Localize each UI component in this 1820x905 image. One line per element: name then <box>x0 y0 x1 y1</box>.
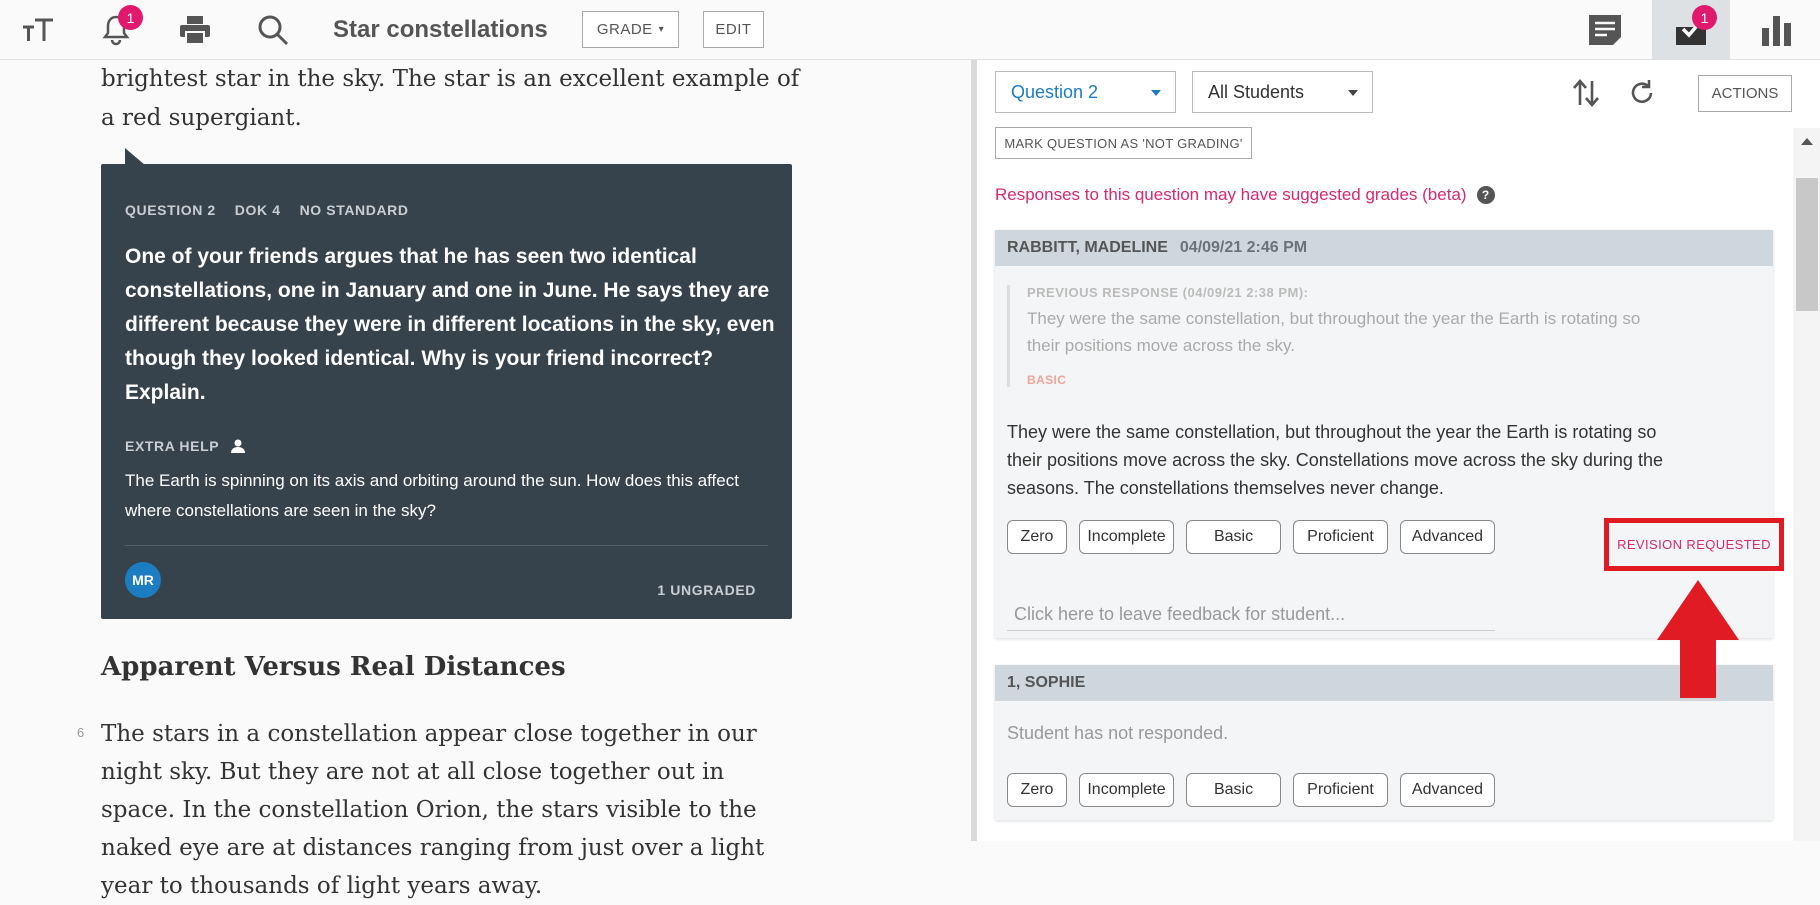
grading-panel <box>977 60 1820 841</box>
mark-not-grading-button[interactable]: MARK QUESTION AS 'NOT GRADING' <box>995 127 1252 159</box>
grade-proficient-button[interactable]: Proficient <box>1293 520 1388 554</box>
question-meta <box>125 202 409 218</box>
student-select[interactable] <box>1192 71 1373 113</box>
question-number: QUESTION 2 <box>125 202 216 218</box>
beta-notice <box>995 185 1495 205</box>
grade-buttons <box>1007 520 1495 554</box>
grading-badge: 1 <box>1692 5 1717 30</box>
body-paragraph: The stars in a constellation appear close together in our night sky. But they are not at all close together out in space. In the constellation Orion, the stars visible to the naked eye are at distances ranging from just over a light year to thousands of light years away. <box>101 721 765 899</box>
top-toolbar <box>0 0 1820 60</box>
no-response-text: Student has not responded. <box>1007 723 1229 743</box>
grade-label: GRADE <box>596 21 653 38</box>
student-name: 1, SOPHIE <box>1007 674 1086 691</box>
notification-badge: 1 <box>118 5 143 30</box>
dok-level: DOK 4 <box>234 202 281 218</box>
extra-help-label: EXTRA HELP <box>125 438 220 454</box>
grade-zero-button[interactable]: Zero <box>1007 520 1067 554</box>
ungraded-count[interactable]: 1 UNGRADED <box>657 582 756 598</box>
question-select[interactable] <box>995 71 1176 113</box>
grade-buttons <box>1007 773 1495 807</box>
previous-response <box>1007 285 1647 387</box>
response-header <box>995 230 1773 266</box>
chevron-down-icon <box>1348 90 1358 96</box>
refresh-icon[interactable] <box>1627 78 1657 113</box>
grading-button[interactable] <box>1652 0 1730 60</box>
response-card <box>995 230 1773 638</box>
grade-proficient-button[interactable]: Proficient <box>1293 773 1388 807</box>
card-divider <box>125 545 768 546</box>
student-name: RABBITT, MADELINE <box>1007 239 1168 256</box>
paragraph-number: 6 <box>77 725 85 740</box>
chevron-down-icon: ▾ <box>658 24 665 35</box>
reports-icon <box>1761 14 1793 46</box>
grade-incomplete-button[interactable]: Incomplete <box>1079 773 1174 807</box>
notes-icon <box>1587 13 1623 47</box>
chevron-down-icon <box>1151 90 1161 96</box>
previous-response-label: PREVIOUS RESPONSE (04/09/21 2:38 PM): <box>1027 285 1309 300</box>
grade-incomplete-button[interactable]: Incomplete <box>1079 520 1174 554</box>
grade-basic-button[interactable]: Basic <box>1186 520 1281 554</box>
question-select-value: Question 2 <box>1011 81 1099 102</box>
avatar[interactable]: MR <box>125 562 161 598</box>
notifications-button[interactable] <box>96 0 136 60</box>
grade-dropdown[interactable] <box>582 11 679 48</box>
standard-label: NO STANDARD <box>299 202 409 218</box>
grade-zero-button[interactable]: Zero <box>1007 773 1067 807</box>
text-size-icon[interactable] <box>18 0 58 60</box>
previous-grade: BASIC <box>1027 373 1067 387</box>
revision-requested-button[interactable]: REVISION REQUESTED <box>1604 518 1784 571</box>
grade-advanced-button[interactable]: Advanced <box>1400 773 1495 807</box>
notes-button[interactable] <box>1566 0 1644 60</box>
annotation-arrow-icon <box>1655 578 1741 698</box>
card-notch <box>125 148 145 165</box>
grade-advanced-button[interactable]: Advanced <box>1400 520 1495 554</box>
edit-button[interactable]: EDIT <box>703 11 764 48</box>
extra-help-text: The Earth is spinning on its axis and orbiting around the sun. How does this affect where constellations are seen in the sky? <box>125 471 739 520</box>
actions-button[interactable]: ACTIONS <box>1698 75 1792 112</box>
reports-button[interactable] <box>1738 0 1816 60</box>
intro-paragraph: brightest star in the sky. The star is an excellent example of a red supergiant. <box>101 66 800 131</box>
previous-response-text: They were the same constellation, but throughout the year the Earth is rotating so their positions move across the sky. <box>1027 309 1641 355</box>
section-heading: Apparent Versus Real Distances <box>101 652 566 682</box>
beta-notice-text: Responses to this question may have suggested grades (beta) <box>995 185 1467 204</box>
feedback-input[interactable]: Click here to leave feedback for student... <box>1007 598 1495 631</box>
help-icon[interactable]: ? <box>1477 186 1495 204</box>
sort-icon[interactable] <box>1571 78 1601 113</box>
scrollbar-thumb[interactable] <box>1796 178 1818 311</box>
response-text: They were the same constellation, but throughout the year the Earth is rotating so their positions move across the sky. Constellations move across the sky during the seasons. The constellations themselves never change. <box>1007 422 1663 498</box>
grade-basic-button[interactable]: Basic <box>1186 773 1281 807</box>
search-icon[interactable] <box>253 0 293 60</box>
response-date: 04/09/21 2:46 PM <box>1179 239 1308 256</box>
print-icon[interactable] <box>175 0 215 60</box>
question-card <box>101 164 792 619</box>
extra-help-header <box>125 438 245 454</box>
question-prompt: One of your friends argues that he has seen two identical constellations, one in January and one in June. He says they are different because they were in different locations in the sky, even though they looked identical. Why is your friend incorrect? Explain. <box>125 245 775 404</box>
page-title: Star constellations <box>333 16 548 43</box>
person-icon <box>231 439 245 453</box>
scroll-up-icon[interactable] <box>1801 138 1813 145</box>
student-select-value: All Students <box>1208 81 1305 102</box>
reading-pane <box>0 60 971 899</box>
